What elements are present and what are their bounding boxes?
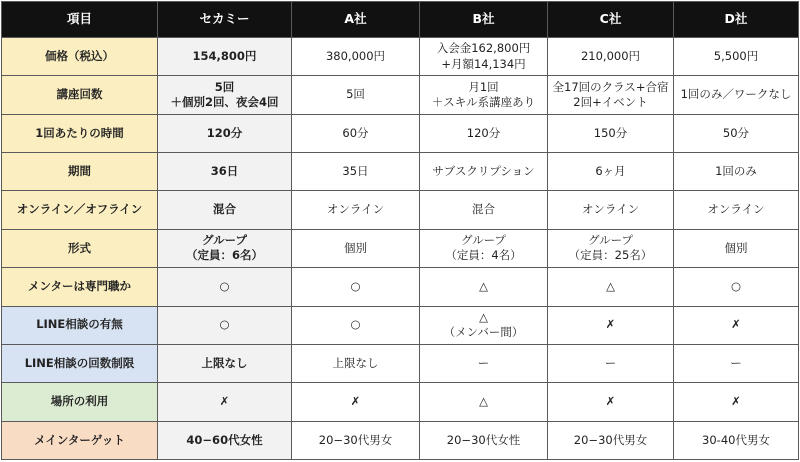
cell-text: 混合 bbox=[472, 202, 495, 217]
cell-text: 210,000円 bbox=[580, 48, 641, 63]
cell-text: 5,500円 bbox=[713, 48, 759, 63]
row-label: 1回あたりの時間 bbox=[2, 114, 158, 152]
table-cell bbox=[674, 229, 799, 267]
table-row bbox=[2, 306, 799, 344]
cell-text: ＋スキル系講座あり bbox=[431, 95, 536, 110]
row-label: LINE相談の回数制限 bbox=[2, 344, 158, 382]
comparison-table-container bbox=[1, 1, 798, 460]
table-cell bbox=[674, 153, 799, 191]
cell-text: ✗ bbox=[605, 317, 616, 332]
cell-text: 380,000円 bbox=[325, 48, 386, 63]
table-cell bbox=[292, 153, 420, 191]
table-cell bbox=[548, 344, 674, 382]
cell-text: 120分 bbox=[466, 125, 501, 140]
table-row bbox=[2, 153, 799, 191]
cell-text: オンライン bbox=[707, 202, 765, 217]
row-label: 価格（税込） bbox=[2, 38, 158, 76]
cell-text: （定員：6名） bbox=[185, 248, 263, 263]
row-label: LINE相談の有無 bbox=[2, 306, 158, 344]
header-col-b: B社 bbox=[420, 2, 548, 38]
cell-text: 20−30代男女 bbox=[318, 432, 393, 447]
cell-text: 20−30代女性 bbox=[446, 432, 521, 447]
table-cell bbox=[420, 268, 548, 306]
cell-text: グループ bbox=[587, 232, 634, 247]
table-cell bbox=[674, 38, 799, 76]
cell-text: 20−30代男女 bbox=[573, 432, 648, 447]
cell-text: （定員：25名） bbox=[568, 248, 653, 263]
cell-text: ✗ bbox=[219, 394, 230, 409]
table-cell bbox=[158, 268, 292, 306]
table-cell bbox=[292, 229, 420, 267]
table-cell bbox=[548, 268, 674, 306]
cell-text: 全17回のクラス+合宿 bbox=[552, 79, 669, 94]
cell-text: ○ bbox=[730, 279, 742, 294]
cell-text: （定員：4名） bbox=[445, 248, 522, 263]
table-cell bbox=[420, 114, 548, 152]
table-cell bbox=[674, 268, 799, 306]
cell-text: 150分 bbox=[593, 125, 628, 140]
cell-text: △ bbox=[479, 309, 488, 324]
table-row bbox=[2, 344, 799, 382]
row-label: メインターゲット bbox=[2, 421, 158, 459]
table-cell bbox=[158, 191, 292, 229]
cell-text: サブスクリプション bbox=[432, 164, 535, 178]
table-cell bbox=[158, 383, 292, 421]
cell-text: ✗ bbox=[350, 394, 361, 409]
table-cell bbox=[158, 229, 292, 267]
table-cell bbox=[674, 344, 799, 382]
cell-text: 月1回 bbox=[468, 79, 499, 94]
table-cell bbox=[420, 383, 548, 421]
header-col-c: C社 bbox=[548, 2, 674, 38]
cell-text: ○ bbox=[219, 279, 230, 294]
cell-text: 50分 bbox=[722, 125, 750, 140]
table-cell bbox=[420, 421, 548, 459]
header-item: 項目 bbox=[2, 2, 158, 38]
header-col-a: A社 bbox=[292, 2, 420, 38]
cell-text: 5回 bbox=[214, 79, 235, 94]
cell-text: 30-40代男女 bbox=[702, 432, 770, 447]
table-cell bbox=[548, 229, 674, 267]
table-cell bbox=[674, 191, 799, 229]
cell-text: 154,800円 bbox=[192, 48, 257, 63]
cell-text: ○ bbox=[350, 317, 361, 332]
comparison-table bbox=[1, 1, 799, 460]
table-cell bbox=[674, 421, 799, 459]
cell-text: 60分 bbox=[342, 125, 369, 140]
table-cell bbox=[674, 383, 799, 421]
table-cell bbox=[292, 191, 420, 229]
cell-text: ー bbox=[477, 355, 490, 370]
cell-text: ○ bbox=[350, 279, 361, 294]
table-cell bbox=[158, 76, 292, 114]
row-label: 講座回数 bbox=[2, 76, 158, 114]
cell-text: オンライン bbox=[326, 202, 385, 217]
row-label: 形式 bbox=[2, 229, 158, 267]
cell-text: ー bbox=[604, 355, 617, 370]
table-cell bbox=[292, 421, 420, 459]
table-cell bbox=[548, 191, 674, 229]
table-cell bbox=[674, 76, 799, 114]
table-cell bbox=[548, 421, 674, 459]
row-label: 期間 bbox=[2, 153, 158, 191]
table-row bbox=[2, 38, 799, 76]
cell-text: ー bbox=[730, 355, 742, 370]
table-cell bbox=[674, 306, 799, 344]
table-row bbox=[2, 76, 799, 114]
cell-text: ✗ bbox=[605, 394, 616, 409]
header-col-sekamy: セカミー bbox=[158, 2, 292, 38]
cell-text: 1回のみ／ワークなし bbox=[680, 87, 792, 102]
table-cell bbox=[420, 76, 548, 114]
cell-text: 1回のみ bbox=[715, 164, 757, 178]
cell-text: ＋個別2回、夜会4回 bbox=[170, 95, 279, 110]
table-cell bbox=[292, 114, 420, 152]
table-cell bbox=[548, 114, 674, 152]
cell-text: 5回 bbox=[346, 87, 365, 102]
header-row bbox=[2, 2, 799, 38]
table-cell bbox=[548, 306, 674, 344]
cell-text: 上限なし bbox=[332, 355, 379, 370]
cell-text: 上限なし bbox=[201, 355, 248, 370]
table-cell bbox=[158, 153, 292, 191]
table-cell bbox=[292, 268, 420, 306]
table-cell bbox=[548, 153, 674, 191]
table-cell bbox=[158, 306, 292, 344]
table-cell bbox=[420, 191, 548, 229]
table-cell bbox=[292, 306, 420, 344]
table-row bbox=[2, 191, 799, 229]
header-col-d: D社 bbox=[674, 2, 799, 38]
cell-text: グループ bbox=[460, 232, 507, 247]
cell-text: 120分 bbox=[206, 125, 243, 140]
cell-text: 個別 bbox=[344, 240, 367, 255]
table-row bbox=[2, 421, 799, 459]
table-cell bbox=[158, 344, 292, 382]
cell-text: +月額14,134円 bbox=[441, 56, 526, 71]
cell-text: △ bbox=[606, 279, 615, 294]
cell-text: 35日 bbox=[342, 164, 369, 178]
table-cell bbox=[420, 229, 548, 267]
cell-text: グループ bbox=[201, 232, 248, 247]
row-label: 場所の利用 bbox=[2, 383, 158, 421]
cell-text: （メンバー間） bbox=[443, 325, 524, 340]
row-label: オンライン／オフライン bbox=[2, 191, 158, 229]
cell-text: オンライン bbox=[581, 202, 640, 217]
table-cell bbox=[420, 306, 548, 344]
table-row bbox=[2, 114, 799, 152]
cell-text: △ bbox=[479, 394, 488, 409]
cell-text: ✗ bbox=[731, 394, 741, 409]
table-cell bbox=[548, 38, 674, 76]
table-row bbox=[2, 383, 799, 421]
table-cell bbox=[158, 114, 292, 152]
table-cell bbox=[548, 383, 674, 421]
table-cell bbox=[548, 76, 674, 114]
row-label: メンターは専門職か bbox=[2, 268, 158, 306]
cell-text: ✗ bbox=[731, 317, 741, 332]
table-cell bbox=[674, 114, 799, 152]
table-cell bbox=[292, 38, 420, 76]
table-cell bbox=[420, 344, 548, 382]
table-cell bbox=[292, 344, 420, 382]
cell-text: ○ bbox=[219, 317, 230, 332]
cell-text: 個別 bbox=[724, 240, 748, 255]
cell-text: 2回+イベント bbox=[573, 95, 648, 110]
table-cell bbox=[292, 76, 420, 114]
table-cell bbox=[158, 38, 292, 76]
table-cell bbox=[292, 383, 420, 421]
table-cell bbox=[158, 421, 292, 459]
cell-text: 36日 bbox=[210, 164, 239, 178]
cell-text: 入会金162,800円 bbox=[436, 41, 531, 56]
table-cell bbox=[420, 153, 548, 191]
table-row bbox=[2, 229, 799, 267]
cell-text: 6ヶ月 bbox=[595, 164, 626, 178]
table-cell bbox=[420, 38, 548, 76]
cell-text: △ bbox=[479, 279, 488, 294]
cell-text: 40−60代女性 bbox=[186, 432, 263, 447]
cell-text: 混合 bbox=[213, 202, 236, 217]
table-row bbox=[2, 268, 799, 306]
